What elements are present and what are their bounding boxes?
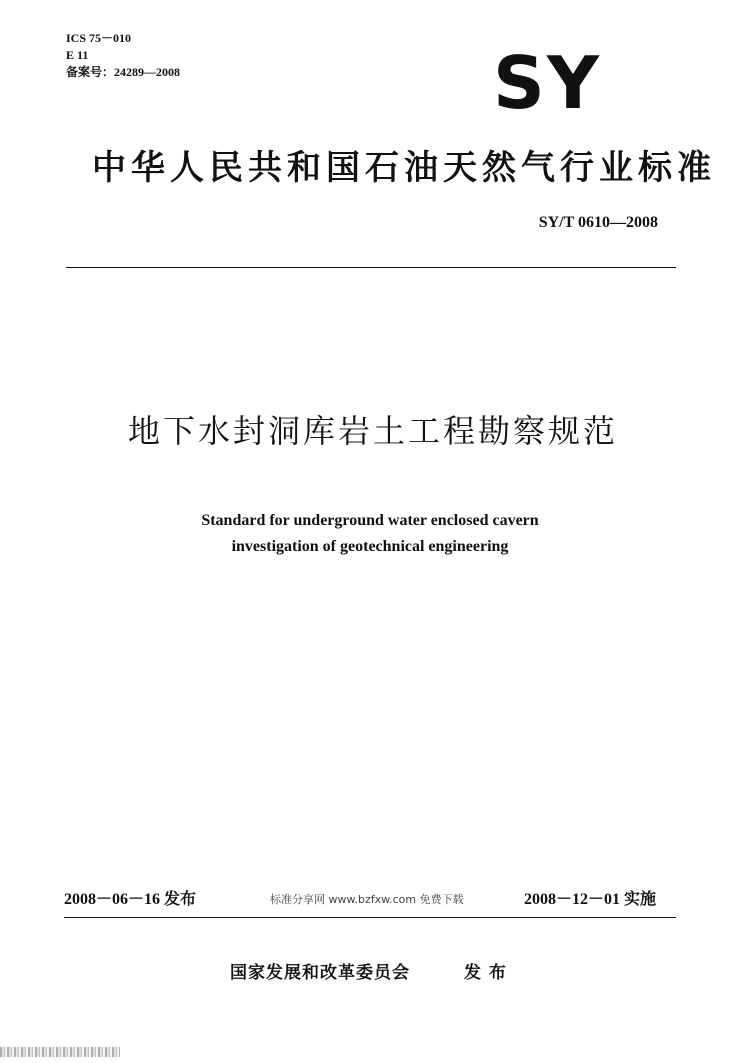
org-title: 中华人民共和国石油天然气行业标准 bbox=[92, 148, 716, 188]
watermark-text: 标准分享网 www.bzfxw.com 免费下载 bbox=[270, 893, 464, 906]
document-title-en bbox=[0, 508, 740, 560]
publish-word: 发 布 bbox=[464, 963, 507, 983]
document-title-cn: 地下水封洞库岩土工程勘察规范 bbox=[128, 412, 619, 450]
standard-number: SY/T 0610—2008 bbox=[538, 214, 658, 231]
header-divider bbox=[66, 267, 676, 268]
metadata-block bbox=[66, 30, 180, 81]
issue-date: 2008－06－16 发布 bbox=[64, 891, 197, 908]
record-number: 备案号：24289—2008 bbox=[66, 65, 181, 79]
implement-date: 2008－12－01 实施 bbox=[524, 891, 657, 908]
publisher-name: 国家发展和改革委员会 bbox=[230, 963, 410, 983]
title-en-line-1: Standard for underground water enclosed cavern bbox=[201, 512, 539, 529]
title-en-line-2: investigation of geotechnical engineering bbox=[231, 538, 509, 555]
footer-divider bbox=[64, 917, 676, 918]
ics-code: ICS 75－010 bbox=[66, 31, 132, 45]
classification-code: E 11 bbox=[66, 48, 89, 62]
sy-logo: SY bbox=[493, 41, 601, 125]
scan-artifact bbox=[0, 1047, 120, 1057]
